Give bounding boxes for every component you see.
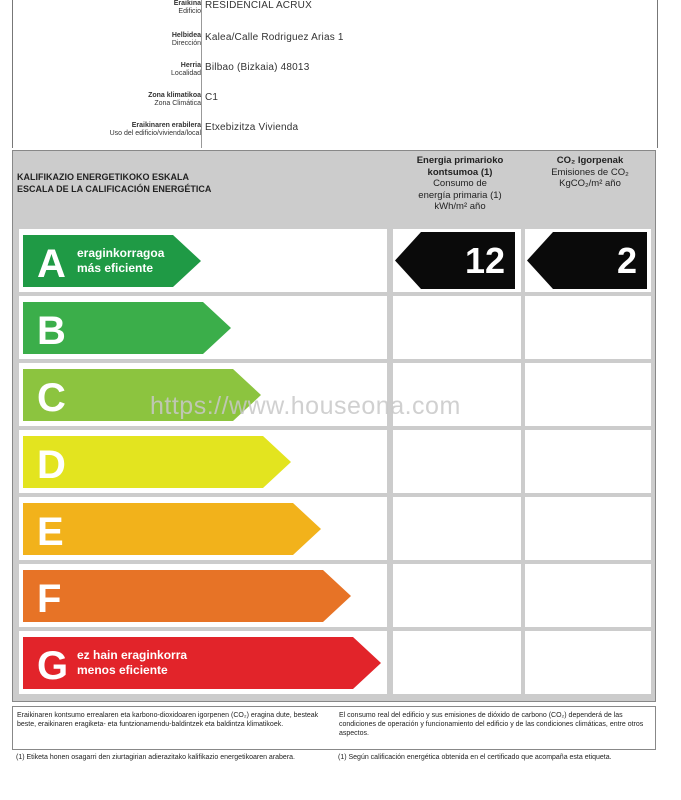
watermark: https://www.houseona.com: [150, 392, 461, 420]
info-value: Etxebizitza Vivienda: [205, 122, 299, 133]
emissions-cell: [525, 296, 651, 359]
class-arrow-b: [23, 302, 231, 354]
class-description-es: menos eficiente: [77, 663, 168, 677]
info-label: [11, 122, 201, 138]
info-divider: [201, 0, 202, 148]
scale-row-f: [13, 564, 657, 627]
label-eu: Herria: [180, 62, 201, 69]
consumption-column-header: [393, 155, 527, 213]
info-label: [11, 62, 201, 78]
label-es: Localidad: [171, 70, 201, 77]
label-eu: Eraikinaren erabilera: [131, 122, 201, 129]
col-header-line: kWh/m² año: [434, 201, 486, 212]
note-es: El consumo real del edificio y sus emisiones de dióxido de carbono (CO₂) dependerá de las condiciones de operación y funcionamiento del edificio y de las condiciones climáticas, entre otros aspectos.: [339, 712, 644, 737]
class-letter: B: [37, 309, 66, 353]
info-value: Bilbao (Bizkaia) 48013: [205, 62, 310, 73]
scale-row-e: [13, 497, 657, 560]
col-header-line: Emisiones de CO₂: [551, 166, 629, 178]
class-arrow-f: [23, 570, 351, 622]
class-letter: F: [37, 577, 62, 621]
label-es: Dirección: [171, 40, 201, 47]
class-letter: E: [37, 510, 64, 554]
consumption-cell: [393, 430, 521, 493]
consumption-rating-badge: [395, 232, 515, 289]
scale-cell: [19, 564, 387, 627]
info-label: [11, 32, 201, 48]
emissions-cell: [525, 631, 651, 694]
emissions-column-header: [525, 155, 655, 190]
class-description: [77, 648, 187, 678]
class-arrow-g: [23, 637, 381, 689]
emissions-cell: [525, 363, 651, 426]
notes-box: [12, 706, 656, 750]
label-es: Edificio: [178, 8, 201, 15]
info-value: C1: [205, 92, 219, 103]
label-es: Uso del edificio/vivienda/local: [109, 130, 201, 137]
emissions-rating-badge: [527, 232, 647, 289]
info-label: [11, 92, 201, 108]
class-letter: G: [37, 644, 69, 688]
consumption-cell: [393, 229, 521, 292]
footnote-eu: (1) Etiketa honen osagarri den ziurtagirian adierazitako kalifikazio energetikoaren arabera.: [16, 754, 295, 761]
emissions-cell: [525, 229, 651, 292]
building-info: [12, 0, 658, 148]
scale-cell: [19, 430, 387, 493]
class-description-es: más eficiente: [77, 261, 154, 275]
class-letter: C: [37, 376, 66, 420]
scale-cell: [19, 631, 387, 694]
emissions-cell: [525, 430, 651, 493]
scale-cell: [19, 296, 387, 359]
class-description-eu: eraginkorragoa: [77, 246, 165, 260]
consumption-cell: [393, 296, 521, 359]
col-header-line: Energia primarioko: [416, 155, 504, 166]
scale-row-g: [13, 631, 657, 694]
consumption-cell: [393, 631, 521, 694]
class-letter: A: [37, 242, 66, 286]
class-arrow-e: [23, 503, 321, 555]
scale-row-b: [13, 296, 657, 359]
label-eu: Eraikina: [173, 0, 201, 7]
class-letter: D: [37, 443, 66, 487]
emissions-cell: [525, 497, 651, 560]
scale-cell: [19, 497, 387, 560]
emissions-cell: [525, 564, 651, 627]
note-eu: Eraikinaren kontsumo errealaren eta karbono-dioxidoaren igorpenen (CO₂) eragina dute, besteak beste, eraikinaren eragiketa- eta funtzionamendu-baldintzek eta baldintza klimatikoek.: [17, 712, 319, 728]
scale-cell: [19, 229, 387, 292]
info-value: RESIDENCIAL ACRUX: [205, 0, 312, 11]
col-header-line: Consumo de: [433, 178, 487, 189]
info-value: Kalea/Calle Rodriguez Arias 1: [205, 32, 344, 43]
col-header-line: energía primaria (1): [418, 189, 502, 201]
col-header-line: KgCO₂/m² año: [559, 178, 621, 189]
label-eu: Zona klimatikoa: [148, 92, 201, 99]
class-description: [77, 246, 164, 276]
scale-title: [17, 171, 211, 195]
emissions-rating-badge-value: 2: [616, 240, 637, 281]
class-arrow-a: [23, 235, 201, 287]
label-es: Zona Climática: [154, 100, 201, 107]
label-eu: Helbidea: [171, 32, 201, 39]
col-header-line: kontsumoa (1): [427, 166, 493, 178]
scale-row-a: [13, 229, 657, 292]
footnote-es: (1) Según calificación energética obtenida en el certificado que acompaña esta etiqueta.: [338, 754, 612, 761]
scale-title-es: ESCALA DE LA CALIFICACIÓN ENERGÉTICA: [17, 184, 212, 194]
info-label: [11, 0, 201, 16]
class-description-eu: ez hain eraginkorra: [77, 648, 188, 662]
scale-row-d: [13, 430, 657, 493]
energy-scale-panel: [12, 150, 656, 702]
consumption-rating-badge-value: 12: [464, 240, 505, 281]
col-header-line: CO₂ Igorpenak: [556, 155, 624, 166]
consumption-cell: [393, 497, 521, 560]
consumption-cell: [393, 564, 521, 627]
scale-title-eu: KALIFIKAZIO ENERGETIKOKO ESKALA: [17, 172, 190, 182]
class-arrow-d: [23, 436, 291, 488]
